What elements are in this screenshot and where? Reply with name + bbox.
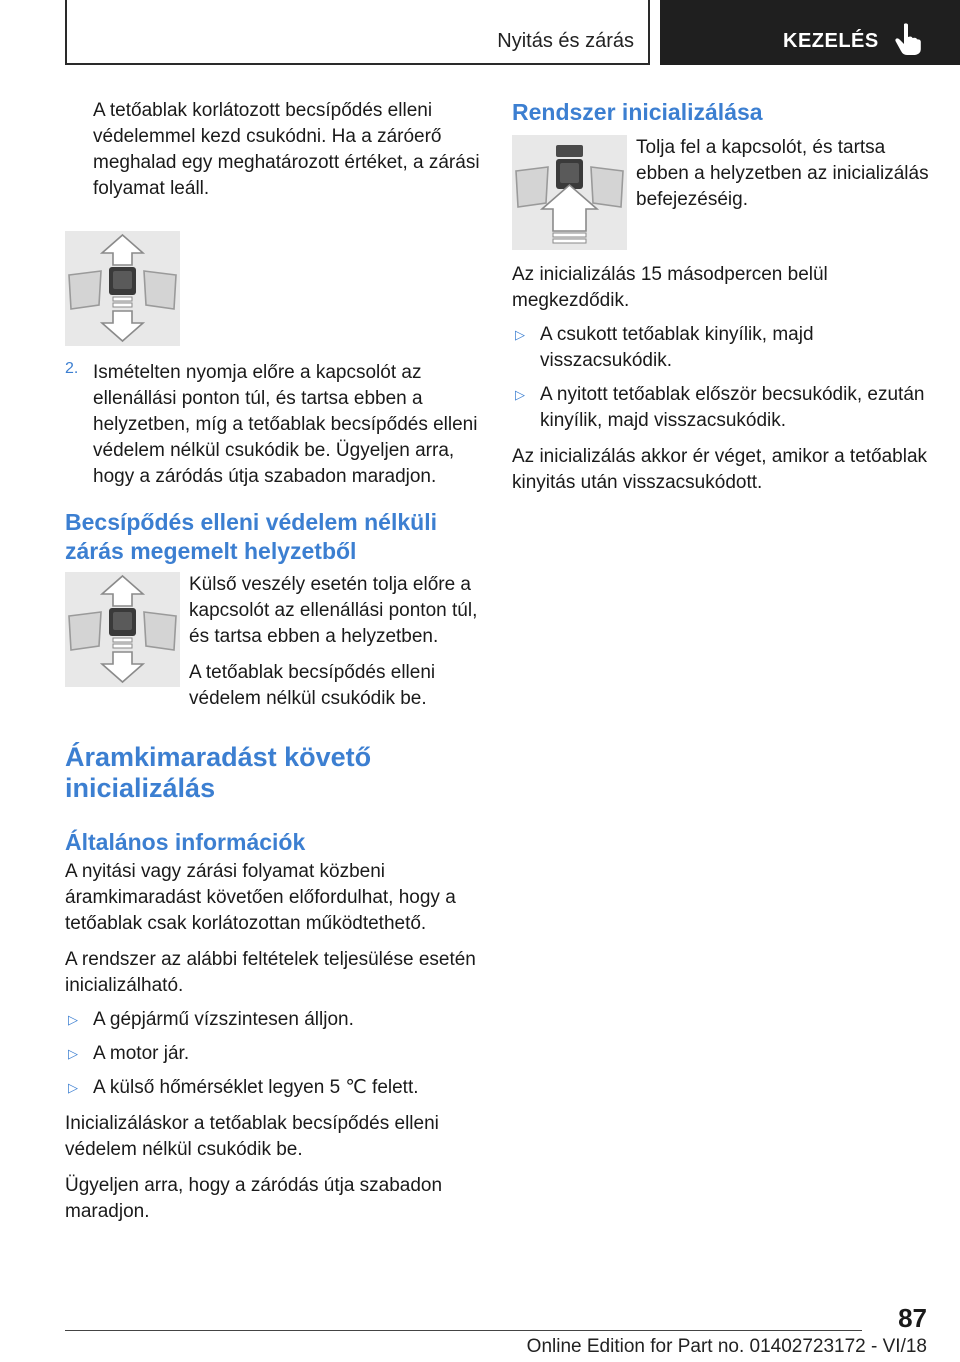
power-loss-p4: Ügyeljen arra, hogy a záródás útja szabadon maradjon. <box>65 1175 443 1222</box>
no-protection-p1: Külső veszély esetén tolja előre a kapcsolót az ellenállási ponton túl, és tartsa ebben a helyzetben. <box>189 574 478 647</box>
list-item <box>65 1041 483 1067</box>
list-item-text: A nyitott tetőablak először becsukódik, ezután kinyílik, majd visszacsukódik. <box>540 384 925 431</box>
pointing-hand-icon <box>894 22 922 56</box>
intro-paragraph: A tetőablak korlátozott becsípődés elleni védelemmel kezd csukódni. Ha a záróerő meghalad egy meghatározott értéket, a zárási folyamat leáll. <box>93 100 480 199</box>
switch-illustration-forward-hold <box>65 572 180 687</box>
init-figure-text <box>636 135 930 250</box>
edition-note: Online Edition for Part no. 01402723172 - VI/18 <box>526 1336 927 1357</box>
heading-power-loss: Áramkimaradást követő inicializálás <box>65 742 372 803</box>
header-section-title: Nyitás és zárás <box>497 30 634 52</box>
page-number: 87 <box>898 1303 927 1333</box>
conditions-list <box>65 1007 483 1101</box>
triangle-right-icon: ▷ <box>68 1046 78 1061</box>
step-text: Ismételten nyomja előre a kapcsolót az ellenállási ponton túl, és tartsa ebben a helyzetben, míg a tetőablak becsípődés elleni védelem nélkül csukódik be. Ügyeljen arra, hogy a záródás útja szabadon maradjon. <box>93 362 478 487</box>
init-instruction: Tolja fel a kapcsolót, és tartsa ebben a helyzetben az inicializálás befejezéséig. <box>636 137 929 210</box>
triangle-right-icon: ▷ <box>515 387 525 402</box>
list-item <box>512 322 930 374</box>
list-item-text: A motor jár. <box>93 1043 190 1064</box>
triangle-right-icon: ▷ <box>68 1080 78 1095</box>
header-chapter-tab <box>660 0 960 65</box>
heading-system-init: Rendszer inicializálása <box>512 99 763 125</box>
heading-no-protection: Becsípődés elleni védelem nélküli zárás megemelt helyzetből <box>65 509 437 564</box>
list-item-text: A külső hőmérséklet legyen 5 ℃ felett. <box>93 1077 419 1098</box>
power-loss-p3: Inicializáláskor a tetőablak becsípődés elleni védelem nélkül csukódik be. <box>65 1113 439 1160</box>
list-item <box>65 1075 483 1101</box>
header-chapter-title: KEZELÉS <box>783 30 879 52</box>
switch-illustration-forward <box>65 231 180 346</box>
triangle-right-icon: ▷ <box>515 327 525 342</box>
init-p1: Az inicializálás 15 másodpercen belül megkezdődik. <box>512 264 828 311</box>
no-protection-block <box>65 572 483 712</box>
init-list <box>512 322 930 434</box>
header-section-box <box>65 0 650 65</box>
list-item-text: A csukott tetőablak kinyílik, majd visszacsukódik. <box>540 324 814 371</box>
switch-illustration-up <box>512 135 627 250</box>
step-number: 2. <box>65 360 79 377</box>
left-column <box>65 98 483 1225</box>
no-protection-text <box>189 572 483 712</box>
subheading-general-info: Általános információk <box>65 829 306 855</box>
init-p2: Az inicializálás akkor ér véget, amikor a tetőablak kinyitás után visszacsukódott. <box>512 446 928 493</box>
power-loss-p2: A rendszer az alábbi feltételek teljesülése esetén inicializálható. <box>65 949 476 996</box>
init-figure-block <box>512 135 930 250</box>
list-item <box>512 382 930 434</box>
triangle-right-icon: ▷ <box>68 1012 78 1027</box>
right-column <box>512 98 930 496</box>
power-loss-p1: A nyitási vagy zárási folyamat közbeni áramkimaradást követően előfordulhat, hogy a tetőablak csak korlátozottan működtethető. <box>65 861 456 934</box>
no-protection-p2: A tetőablak becsípődés elleni védelem nélkül csukódik be. <box>189 662 436 709</box>
step-2 <box>65 360 483 490</box>
list-item-text: A gépjármű vízszintesen álljon. <box>93 1009 354 1030</box>
list-item <box>65 1007 483 1033</box>
footer-divider <box>65 1330 862 1331</box>
